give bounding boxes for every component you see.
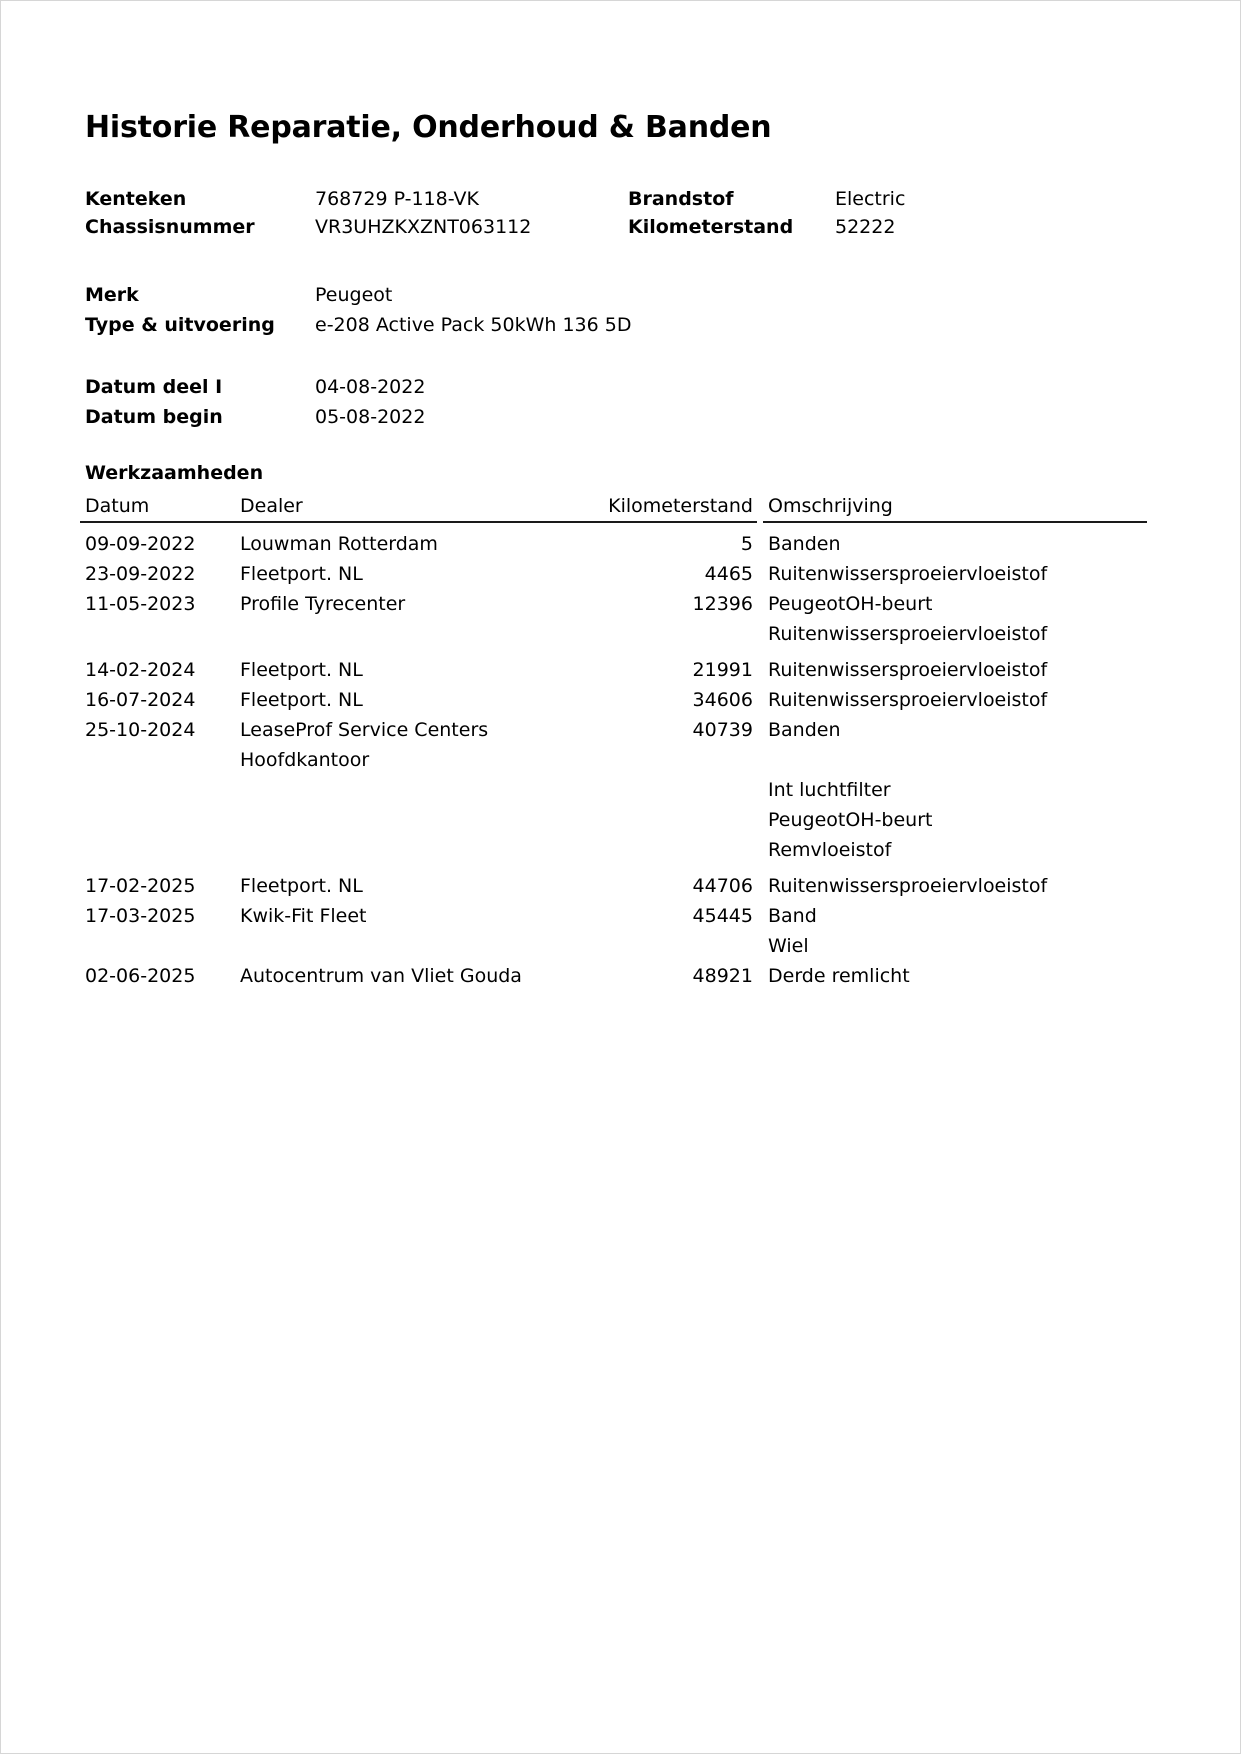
table-row [85, 589, 1147, 619]
cell-kilometerstand: 21991 [692, 659, 753, 681]
merk-value: Peugeot [315, 284, 393, 306]
cell-datum: 25-10-2024 [85, 719, 196, 741]
cell-datum: 17-03-2025 [85, 905, 196, 927]
cell-omschrijving: Ruitenwissersproeiervloeistof [768, 623, 1048, 645]
column-header-datum: Datum [85, 495, 150, 517]
cell-datum: 02-06-2025 [85, 965, 196, 987]
table-row [85, 685, 1147, 715]
table-row [85, 901, 1147, 931]
table-row [85, 715, 1147, 775]
cell-dealer: Louwman Rotterdam [240, 533, 438, 555]
cell-dealer: LeaseProf Service Centers Hoofdkantoor [240, 719, 489, 771]
cell-kilometerstand: 12396 [692, 593, 753, 615]
cell-dealer: Autocentrum van Vliet Gouda [240, 965, 522, 987]
cell-kilometerstand: 40739 [692, 719, 753, 741]
type-uitvoering-value: e-208 Active Pack 50kWh 136 5D [315, 314, 632, 336]
cell-kilometerstand: 5 [740, 533, 753, 555]
werkzaamheden-heading: Werkzaamheden [85, 462, 264, 484]
cell-dealer: Fleetport. NL [240, 875, 363, 897]
kilometerstand-value: 52222 [835, 216, 896, 238]
header-rule-right-segment [763, 521, 1147, 523]
cell-dealer: Profile Tyrecenter [240, 593, 406, 615]
cell-dealer: Fleetport. NL [240, 659, 363, 681]
brandstof-value: Electric [835, 188, 906, 210]
kenteken-label: Kenteken [85, 188, 187, 210]
cell-omschrijving: Ruitenwissersproeiervloeistof [768, 563, 1048, 585]
cell-omschrijving: Int luchtfilter [768, 779, 891, 801]
cell-dealer: Kwik-Fit Fleet [240, 905, 367, 927]
type-uitvoering-label: Type & uitvoering [85, 314, 275, 336]
cell-datum: 11-05-2023 [85, 593, 196, 615]
cell-omschrijving: Ruitenwissersproeiervloeistof [768, 875, 1048, 897]
kenteken-value: 768729 P-118-VK [315, 188, 479, 210]
page-title: Historie Reparatie, Onderhoud & Banden [85, 110, 772, 145]
info-row-type-uitvoering [0, 313, 1241, 339]
datum-deel-1-value: 04-08-2022 [315, 376, 426, 398]
cell-omschrijving: Banden [768, 533, 841, 555]
cell-kilometerstand: 4465 [704, 563, 753, 585]
datum-begin-label: Datum begin [85, 406, 223, 428]
merk-label: Merk [85, 284, 139, 306]
cell-dealer: Fleetport. NL [240, 563, 363, 585]
chassisnummer-value: VR3UHZKXZNT063112 [315, 216, 532, 238]
table-row [85, 619, 1147, 649]
info-row-merk [0, 283, 1241, 309]
cell-kilometerstand: 44706 [692, 875, 753, 897]
cell-datum: 17-02-2025 [85, 875, 196, 897]
column-header-kilometerstand: Kilometerstand [608, 495, 753, 517]
info-row-datum-deel-1 [0, 375, 1241, 401]
cell-omschrijving: PeugeotOH-beurt [768, 593, 933, 615]
table-row [85, 961, 1147, 991]
table-row [85, 559, 1147, 589]
chassisnummer-label: Chassisnummer [85, 216, 255, 238]
cell-omschrijving: Ruitenwissersproeiervloeistof [768, 659, 1048, 681]
cell-omschrijving: Wiel [768, 935, 809, 957]
cell-datum: 09-09-2022 [85, 533, 196, 555]
cell-omschrijving: Band [768, 905, 817, 927]
cell-kilometerstand: 48921 [692, 965, 753, 987]
cell-dealer: Fleetport. NL [240, 689, 363, 711]
kilometerstand-label: Kilometerstand [628, 216, 794, 238]
table-row [85, 835, 1147, 865]
cell-omschrijving: Banden [768, 719, 841, 741]
info-row-kenteken [0, 187, 1241, 213]
cell-kilometerstand: 34606 [692, 689, 753, 711]
cell-omschrijving: PeugeotOH-beurt [768, 809, 933, 831]
table-row [85, 655, 1147, 685]
cell-omschrijving: Remvloeistof [768, 839, 892, 861]
cell-omschrijving: Derde remlicht [768, 965, 910, 987]
column-header-omschrijving: Omschrijving [768, 495, 893, 517]
cell-datum: 23-09-2022 [85, 563, 196, 585]
column-header-dealer: Dealer [240, 495, 303, 517]
table-row [85, 529, 1147, 559]
table-row [85, 931, 1147, 961]
table-body [85, 529, 1147, 991]
info-row-chassisnummer [0, 215, 1241, 241]
datum-begin-value: 05-08-2022 [315, 406, 426, 428]
table-row [85, 805, 1147, 835]
info-row-datum-begin [0, 405, 1241, 431]
cell-datum: 14-02-2024 [85, 659, 196, 681]
cell-datum: 16-07-2024 [85, 689, 196, 711]
table-row [85, 871, 1147, 901]
header-rule-left-segment [80, 521, 757, 523]
datum-deel-1-label: Datum deel I [85, 376, 223, 398]
brandstof-label: Brandstof [628, 188, 734, 210]
table-header [85, 495, 1147, 517]
table-row [85, 775, 1147, 805]
cell-kilometerstand: 45445 [692, 905, 753, 927]
cell-omschrijving: Ruitenwissersproeiervloeistof [768, 689, 1048, 711]
